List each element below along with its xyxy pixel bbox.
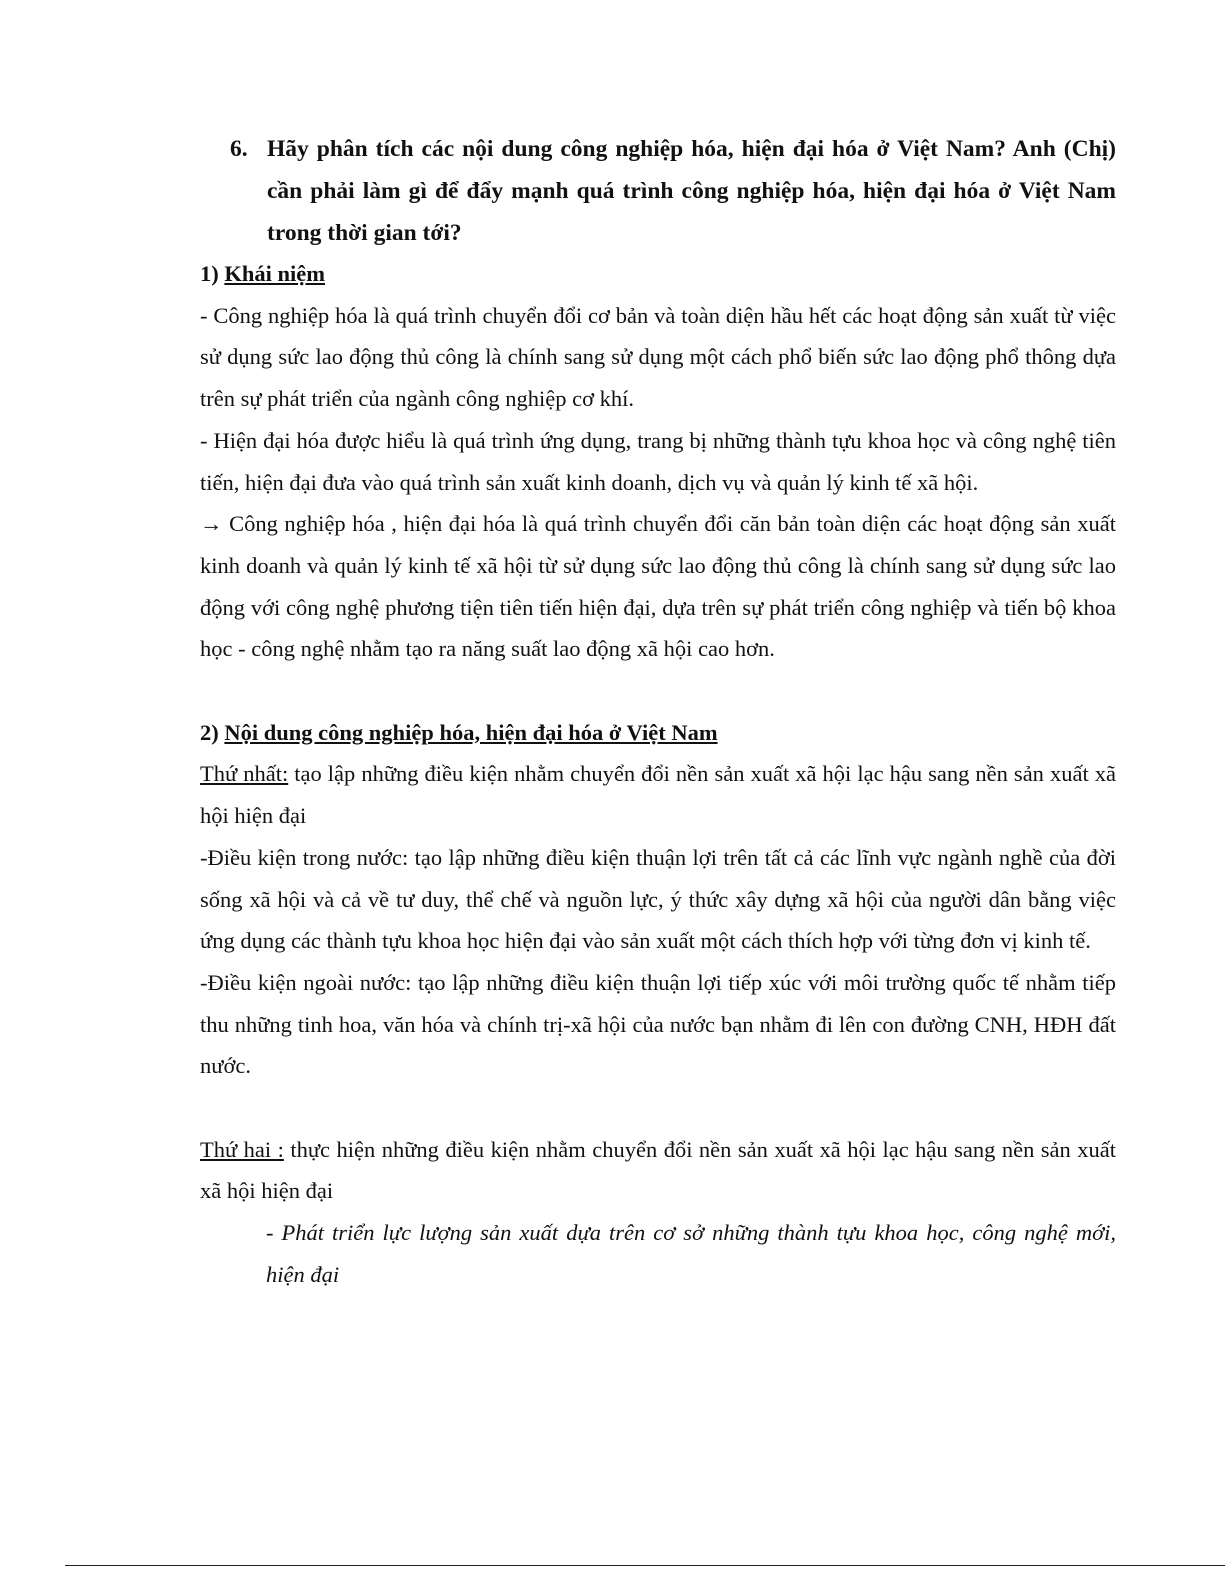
question-number: 6.	[230, 136, 248, 162]
section-2-title: Nội dung công nghiệp hóa, hiện đại hóa ở Việt Nam	[224, 719, 718, 745]
modernization-definition: - Hiện đại hóa được hiểu là quá trình ứng dụng, trang bị những thành tựu khoa học và công nghệ tiên tiến, hiện đại đưa vào quá trình sản xuất kinh doanh, dịch vụ và quản lý kinh tế xã hội.	[200, 427, 1116, 495]
section-2-number: 2)	[200, 719, 219, 745]
second-point	[200, 1129, 1116, 1212]
first-point	[200, 753, 1116, 836]
industrialization-definition: - Công nghiệp hóa là quá trình chuyển đổi cơ bản và toàn diện hầu hết các hoạt động sản xuất từ việc sử dụng sức lao động thủ công là chính sang sử dụng một cách phổ biến sức lao động phổ thông dựa trên sự phát triển của ngành công nghiệp cơ khí.	[200, 302, 1116, 412]
question-text: Hãy phân tích các nội dung công nghiệp hóa, hiện đại hóa ở Việt Nam? Anh (Chị) cần phải làm gì để đẩy mạnh quá trình công nghiệp hóa, hiện đại hóa ở Việt Nam trong thời gian tới?	[267, 136, 1116, 246]
section-1-title: Khái niệm	[224, 261, 326, 286]
section-1-heading	[200, 253, 1116, 295]
page-bottom-rule	[65, 1565, 1225, 1566]
section-1-number: 1)	[200, 261, 219, 286]
first-point-label: Thứ nhất:	[200, 761, 289, 787]
combined-definition: → Công nghiệp hóa , hiện đại hóa là quá trình chuyển đổi căn bản toàn diện các hoạt động sản xuất kinh doanh và quản lý kinh tế xã hội từ sử dụng sức lao động thủ công là chính sang sử dụng sức lao động với công nghệ phương tiện tiên tiến hiện đại, dựa trên sự phát triển công nghiệp và tiến bộ khoa học - công nghệ nhằm tạo ra năng suất lao động xã hội cao hơn.	[200, 511, 1116, 662]
first-point-text: tạo lập những điều kiện nhằm chuyển đổi nền sản xuất xã hội lạc hậu sang nền sản xuất xã hội hiện đại	[200, 761, 1116, 829]
question-heading	[230, 128, 1116, 254]
foreign-conditions: -Điều kiện ngoài nước: tạo lập những điều kiện thuận lợi tiếp xúc với môi trường quốc tế nhằm tiếp thu những tinh hoa, văn hóa và chính trị-xã hội của nước bạn nhằm đi lên con đường CNH, HĐH đất nước.	[200, 969, 1116, 1079]
production-force-item: - Phát triển lực lượng sản xuất dựa trên cơ sở những thành tựu khoa học, công nghệ mới, hiện đại	[266, 1220, 1116, 1287]
second-point-text: thực hiện những điều kiện nhằm chuyển đổi nền sản xuất xã hội lạc hậu sang nền sản xuất xã hội hiện đại	[200, 1136, 1116, 1204]
second-point-label: Thứ hai :	[200, 1136, 284, 1162]
spacer	[200, 670, 1116, 712]
domestic-conditions: -Điều kiện trong nước: tạo lập những điều kiện thuận lợi trên tất cả các lĩnh vực ngành nghề của đời sống xã hội và cả về tư duy, thể chế và nguồn lực, ý thức xây dựng xã hội của người dân bằng việc ứng dụng các thành tựu khoa học hiện đại vào sản xuất một cách thích hợp với từng đơn vị kinh tế.	[200, 844, 1116, 954]
spacer	[200, 1087, 1116, 1129]
section-2-heading	[200, 712, 1116, 754]
document-body	[200, 253, 1116, 1296]
